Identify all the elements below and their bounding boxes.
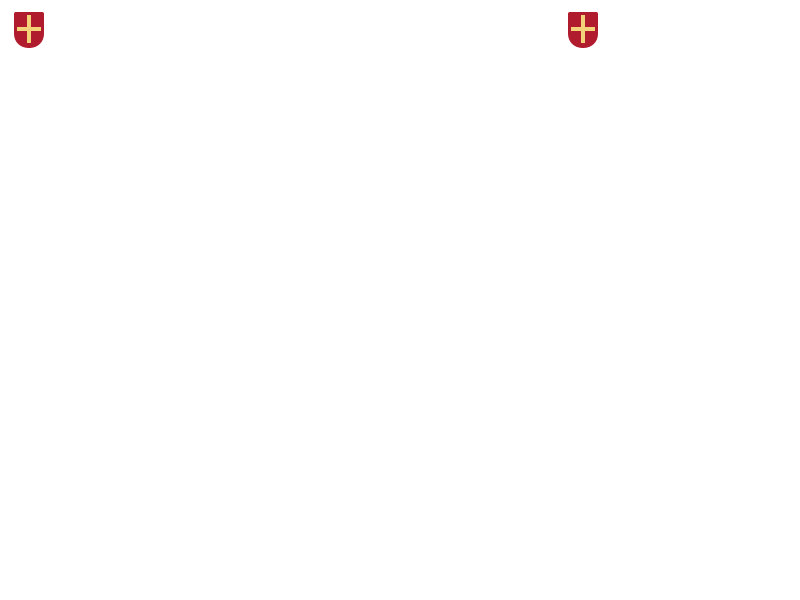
water-tanks-illustration [0, 340, 800, 490]
cambridge-english-logo [568, 12, 606, 48]
cambridge-shield-icon [14, 12, 44, 48]
cambridge-shield-icon [568, 12, 598, 48]
cambridge-international-logo [14, 12, 52, 48]
